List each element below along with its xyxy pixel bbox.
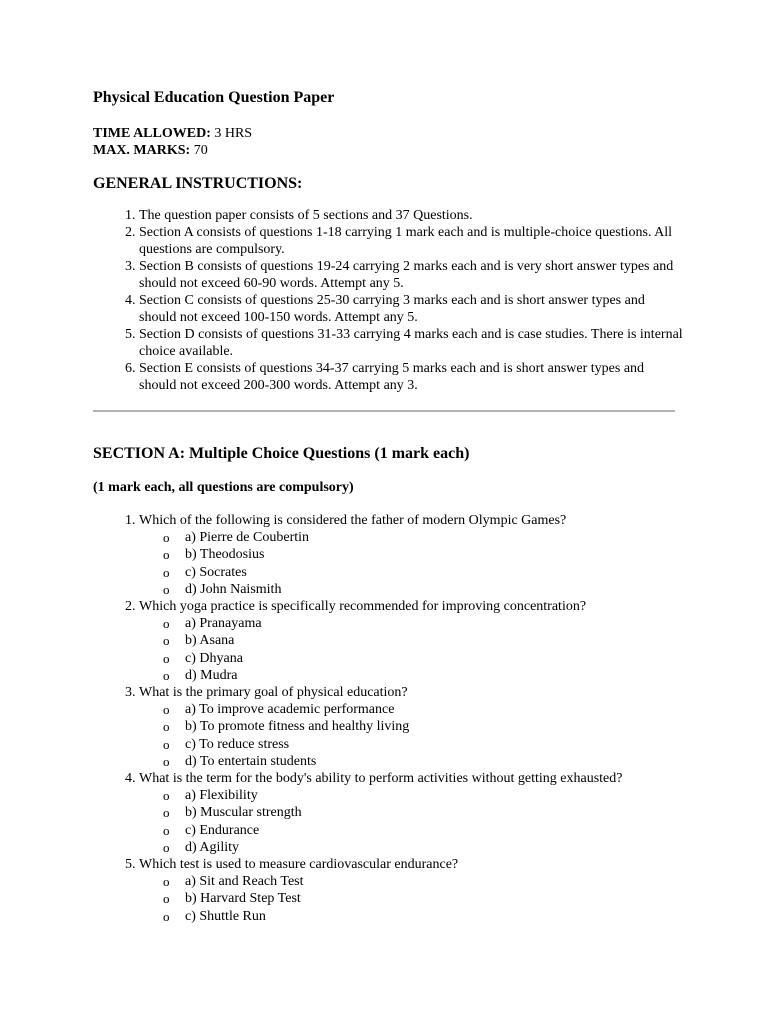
instruction-item: 4. Section C consists of questions 25-30 carrying 3 marks each and is short answer types and should not exceed 100-150 words. Attempt any 5. xyxy=(139,292,683,326)
option-text: c) Dhyana xyxy=(185,650,243,666)
option-text: b) Muscular strength xyxy=(185,805,302,821)
max-marks-line xyxy=(93,142,683,159)
option-text: b) To promote fitness and healthy living xyxy=(185,719,410,735)
option-item xyxy=(163,753,683,770)
option-text: d) Agility xyxy=(185,839,240,855)
bullet-icon: o xyxy=(163,616,170,632)
option-item xyxy=(163,701,683,718)
option-text: a) Pierre de Coubertin xyxy=(185,530,310,546)
bullet-icon: o xyxy=(163,564,170,580)
bullet-icon: o xyxy=(163,581,170,597)
option-item xyxy=(163,581,683,598)
option-text: b) Theodosius xyxy=(185,547,265,563)
bullet-icon: o xyxy=(163,753,170,769)
bullet-icon: o xyxy=(163,650,170,666)
max-marks-value: 70 xyxy=(193,143,208,158)
option-list xyxy=(139,701,683,770)
option-text: d) To entertain students xyxy=(185,753,317,769)
option-text: b) Asana xyxy=(185,633,235,649)
option-text: c) Endurance xyxy=(185,822,260,838)
option-item xyxy=(163,529,683,546)
instruction-item: 1. The question paper consists of 5 sections and 37 Questions. xyxy=(139,207,683,224)
option-item xyxy=(163,787,683,804)
option-list xyxy=(139,787,683,856)
time-allowed-line xyxy=(93,125,683,142)
bullet-icon: o xyxy=(163,547,170,563)
instruction-item: 6. Section E consists of questions 34-37 carrying 5 marks each and is short answer types and should not exceed 200-300 words. Attempt any 3. xyxy=(139,360,683,394)
time-allowed-label: TIME ALLOWED: xyxy=(93,126,211,141)
option-text: d) Mudra xyxy=(185,667,238,683)
option-text: c) Shuttle Run xyxy=(185,908,266,924)
bullet-icon: o xyxy=(163,788,170,804)
option-item xyxy=(163,804,683,821)
option-item xyxy=(163,890,683,907)
option-list xyxy=(139,873,683,925)
option-item xyxy=(163,650,683,667)
option-item xyxy=(163,839,683,856)
option-text: a) Flexibility xyxy=(185,788,258,804)
option-text: c) Socrates xyxy=(185,564,247,580)
question-text: Which test is used to measure cardiovascular endurance? xyxy=(139,857,459,873)
instruction-item: 3. Section B consists of questions 19-24 carrying 2 marks each and is very short answer types and should not exceed 60-90 words. Attempt any 5. xyxy=(139,258,683,292)
exam-meta xyxy=(93,125,683,159)
option-text: a) Sit and Reach Test xyxy=(185,874,304,890)
bullet-icon: o xyxy=(163,874,170,890)
question-item xyxy=(139,512,683,598)
instruction-item: 2. Section A consists of questions 1-18 carrying 1 mark each and is multiple-choice questions. All questions are compulsory. xyxy=(139,224,683,258)
bullet-icon: o xyxy=(163,702,170,718)
bullet-icon: o xyxy=(163,736,170,752)
question-text: What is the primary goal of physical education? xyxy=(139,685,408,701)
question-item xyxy=(139,684,683,770)
section-a-subheading: (1 mark each, all questions are compulsory) xyxy=(93,480,354,495)
question-list xyxy=(93,512,683,925)
bullet-icon: o xyxy=(163,908,170,924)
max-marks-label: MAX. MARKS: xyxy=(93,143,191,158)
bullet-icon: o xyxy=(163,633,170,649)
question-text: Which of the following is considered the father of modern Olympic Games? xyxy=(139,513,567,528)
question-item xyxy=(139,770,683,856)
option-item xyxy=(163,667,683,684)
bullet-icon: o xyxy=(163,839,170,855)
section-divider xyxy=(93,410,675,412)
bullet-icon: o xyxy=(163,822,170,838)
question-item xyxy=(139,598,683,684)
general-instructions-heading: GENERAL INSTRUCTIONS: xyxy=(93,175,303,192)
option-item xyxy=(163,908,683,925)
section-a-heading: SECTION A: Multiple Choice Questions (1 mark each) xyxy=(93,445,470,462)
option-text: d) John Naismith xyxy=(185,581,282,597)
question-text: What is the term for the body's ability to perform activities without getting exhausted? xyxy=(139,771,623,787)
bullet-icon: o xyxy=(163,667,170,683)
page-title: Physical Education Question Paper xyxy=(93,89,335,106)
option-list xyxy=(139,529,683,598)
option-item xyxy=(163,546,683,563)
bullet-icon: o xyxy=(163,719,170,735)
document-content xyxy=(93,88,683,925)
option-text: c) To reduce stress xyxy=(185,736,290,752)
bullet-icon: o xyxy=(163,891,170,907)
question-text: Which yoga practice is specifically recommended for improving concentration? xyxy=(139,599,587,615)
option-item xyxy=(163,615,683,632)
option-item xyxy=(163,632,683,649)
option-item xyxy=(163,736,683,753)
option-item xyxy=(163,822,683,839)
instruction-item: 5. Section D consists of questions 31-33 carrying 4 marks each and is case studies. There is internal choice available. xyxy=(139,326,683,360)
option-item xyxy=(163,718,683,735)
time-allowed-value: 3 HRS xyxy=(214,126,253,141)
option-text: b) Harvard Step Test xyxy=(185,891,301,907)
question-item xyxy=(139,856,683,925)
option-text: a) To improve academic performance xyxy=(185,702,395,718)
option-item xyxy=(163,873,683,890)
option-text: a) Pranayama xyxy=(185,616,262,632)
option-item xyxy=(163,564,683,581)
bullet-icon: o xyxy=(163,805,170,821)
option-list xyxy=(139,615,683,684)
instructions-list xyxy=(93,207,683,394)
bullet-icon: o xyxy=(163,530,170,546)
